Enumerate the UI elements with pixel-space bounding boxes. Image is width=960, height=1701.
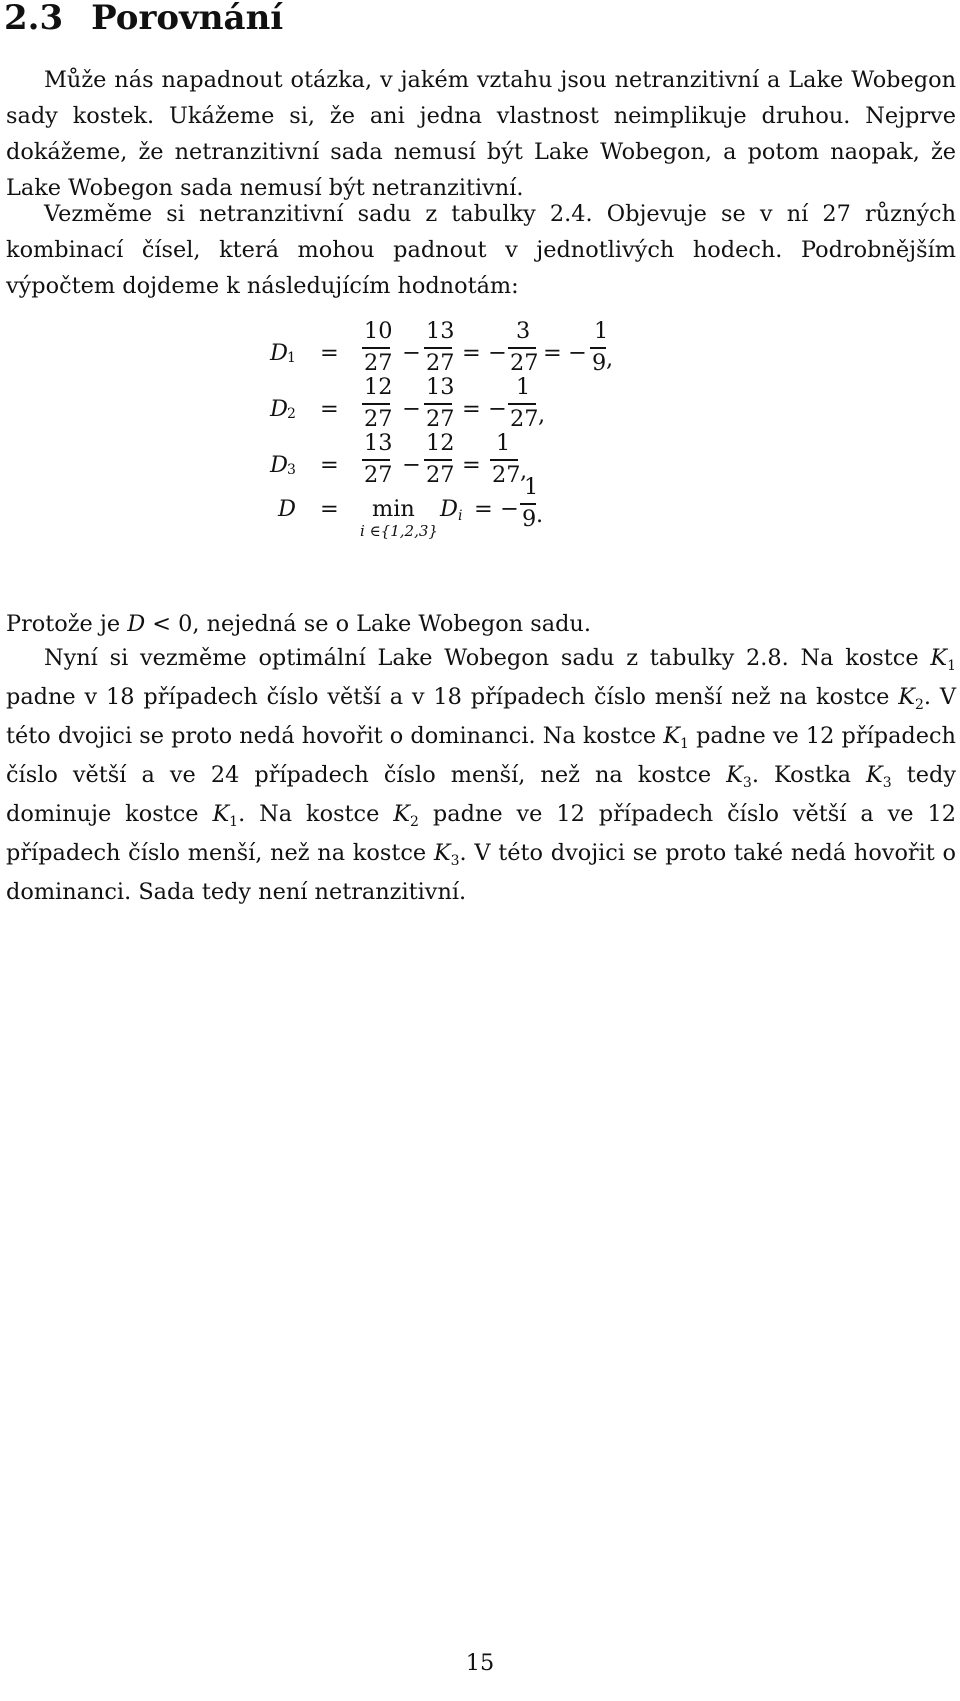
eq-d2-num3: 1: [516, 374, 531, 400]
eq-d-min-index-set: i ∈{1,2,3}: [360, 522, 438, 540]
eq-d3-equals: =: [320, 452, 339, 478]
math-sub: 1: [680, 736, 689, 752]
eq-d2-den1: 27: [364, 406, 393, 432]
eq-d3-equals-2: =: [462, 452, 481, 478]
eq-d2-equals: =: [320, 396, 339, 422]
eq-d-var: D: [278, 496, 296, 522]
eq-d2-den3: 27: [510, 406, 539, 432]
math-sub: 2: [914, 697, 924, 713]
paragraph-conclusion-1: [6, 606, 956, 642]
eq-d2-num2: 13: [426, 374, 455, 400]
math-var-k: K: [433, 840, 451, 866]
text-run: padne v 18 případech číslo větší a v 18 případech číslo menší než na kostce: [6, 684, 899, 710]
math-var-k: K: [663, 723, 681, 749]
math-sub: 3: [742, 775, 752, 791]
eq-d2-equals-2: =: [462, 396, 481, 422]
eq-d-fraction-bar: [520, 503, 536, 505]
section-heading: [4, 0, 283, 42]
eq-d2-comma: ,: [538, 402, 546, 428]
eq-d-neg: −: [500, 496, 519, 522]
eq-d1-den4: 9: [592, 350, 607, 376]
eq-d1-fraction-bar-4: [590, 347, 606, 349]
text-run: padne ve 12 případech číslo větší a ve 12 případech číslo menší, než na kostce: [6, 801, 956, 866]
page-number: 15: [465, 1650, 495, 1676]
paragraph-nontransitive-set: Vezměme si netranzitivní sadu z tabulky 2.4. Objevuje se v ní 27 různých kombinací čísel, která mohou padnout v jednotlivých hodech. Podrobnějším výpočtem dojdeme k následujícím hodnotám:: [6, 201, 956, 299]
eq-d-den: 9: [522, 506, 537, 532]
eq-d1-var: D: [270, 340, 288, 366]
math-sub: 2: [410, 814, 419, 830]
section-number: 2.3: [4, 0, 64, 38]
eq-d1-den1: 27: [364, 350, 393, 376]
eq-d3-var: D: [270, 452, 288, 478]
eq-d1-neg: −: [488, 340, 507, 366]
eq-d2-minus: −: [402, 396, 421, 422]
paragraph-intro: Může nás napadnout otázka, v jakém vztahu jsou netranzitivní a Lake Wobegon sady kostek. Ukážeme si, že ani jedna vlastnost neimplikuje druhou. Nejprve dokážeme, že netranzitivní sada nemusí být Lake Wobegon, a potom naopak, že Lake Wobegon sada nemusí být netranzitivní.: [6, 67, 956, 201]
eq-d3-fraction-bar-1: [362, 459, 390, 461]
eq-d1-fraction-bar-1: [362, 347, 390, 349]
eq-d1-num1: 10: [364, 318, 393, 344]
math-var-d: D: [127, 611, 146, 637]
eq-d2-num1: 12: [364, 374, 393, 400]
eq-d1-sub: 1: [287, 350, 296, 366]
math-sub: 1: [947, 658, 956, 674]
eq-d1-equals-2: =: [462, 340, 481, 366]
eq-d2-den2: 27: [426, 406, 455, 432]
eq-d3-minus: −: [402, 452, 421, 478]
eq-d3-comma: ,: [520, 458, 528, 484]
eq-d1-neg-2: −: [568, 340, 587, 366]
text-run: Protože je: [6, 611, 128, 637]
eq-d1-den2: 27: [426, 350, 455, 376]
eq-d2-fraction-bar-1: [362, 403, 390, 405]
math-sub: 3: [882, 775, 892, 791]
eq-d2-var: D: [270, 396, 288, 422]
eq-d2-fraction-bar-2: [424, 403, 452, 405]
text-run: . Na kostce: [238, 801, 394, 827]
math-sub: 1: [229, 814, 239, 830]
eq-d-num: 1: [524, 474, 539, 500]
eq-d1-equals: =: [320, 340, 339, 366]
text-run: . V této dvojici se proto také nedá hovořit o dominanci. Sada tedy není netranzitivní.: [6, 840, 956, 905]
eq-d-equals: =: [320, 496, 339, 522]
math-var-k: K: [726, 762, 743, 788]
paragraph-lake-wobegon-set: [6, 640, 956, 910]
eq-d3-den1: 27: [364, 462, 393, 488]
math-var-k: K: [898, 684, 915, 710]
eq-d-period: .: [536, 502, 544, 528]
text-run: Nyní si vezměme optimální Lake Wobegon sadu z tabulky 2.8. Na kostce: [44, 645, 931, 671]
eq-d3-num2: 12: [426, 430, 455, 456]
eq-d1-den3: 27: [510, 350, 539, 376]
eq-d3-sub: 3: [287, 462, 296, 478]
eq-d1-fraction-bar-3: [508, 347, 536, 349]
math-var-k: K: [930, 645, 948, 671]
eq-d3-fraction-bar-3: [490, 459, 518, 461]
eq-d1-num4: 1: [594, 318, 609, 344]
eq-d1-num2: 13: [426, 318, 455, 344]
eq-d3-fraction-bar-2: [424, 459, 452, 461]
eq-d-min: min: [372, 496, 415, 522]
eq-d1-comma: ,: [606, 346, 614, 372]
eq-d2-neg: −: [488, 396, 507, 422]
math-var-k: K: [866, 762, 883, 788]
eq-d1-fraction-bar-2: [424, 347, 452, 349]
eq-d3-num3: 1: [496, 430, 511, 456]
math-sub: 3: [450, 853, 460, 869]
eq-d3-den3: 27: [492, 462, 521, 488]
math-var-k: K: [393, 801, 411, 827]
eq-d3-num1: 13: [364, 430, 393, 456]
section-title: Porovnání: [91, 0, 284, 38]
eq-d3-den2: 27: [426, 462, 455, 488]
eq-d1-num3: 3: [516, 318, 531, 344]
eq-d2-sub: 2: [287, 406, 296, 422]
text-run: . V této dvojici se proto nedá hovořit o dominanci. Na kostce: [6, 684, 956, 749]
eq-d-di-sub: i: [458, 508, 463, 524]
text-run: . Kostka: [751, 762, 867, 788]
eq-d2-fraction-bar-3: [508, 403, 536, 405]
text-run: padne ve 12 případech číslo větší a ve 24 případech číslo menší, než na kostce: [6, 723, 956, 788]
equation-block: [0, 318, 960, 602]
text-run: tedy dominuje kostce: [6, 762, 956, 827]
eq-d1-minus: −: [402, 340, 421, 366]
text-run: < 0, nejedná se o Lake Wobegon sadu.: [145, 611, 591, 637]
eq-d-equals-2: =: [474, 496, 493, 522]
eq-d1-equals-3: =: [543, 340, 562, 366]
eq-d-di: D: [440, 496, 458, 522]
math-var-k: K: [212, 801, 230, 827]
